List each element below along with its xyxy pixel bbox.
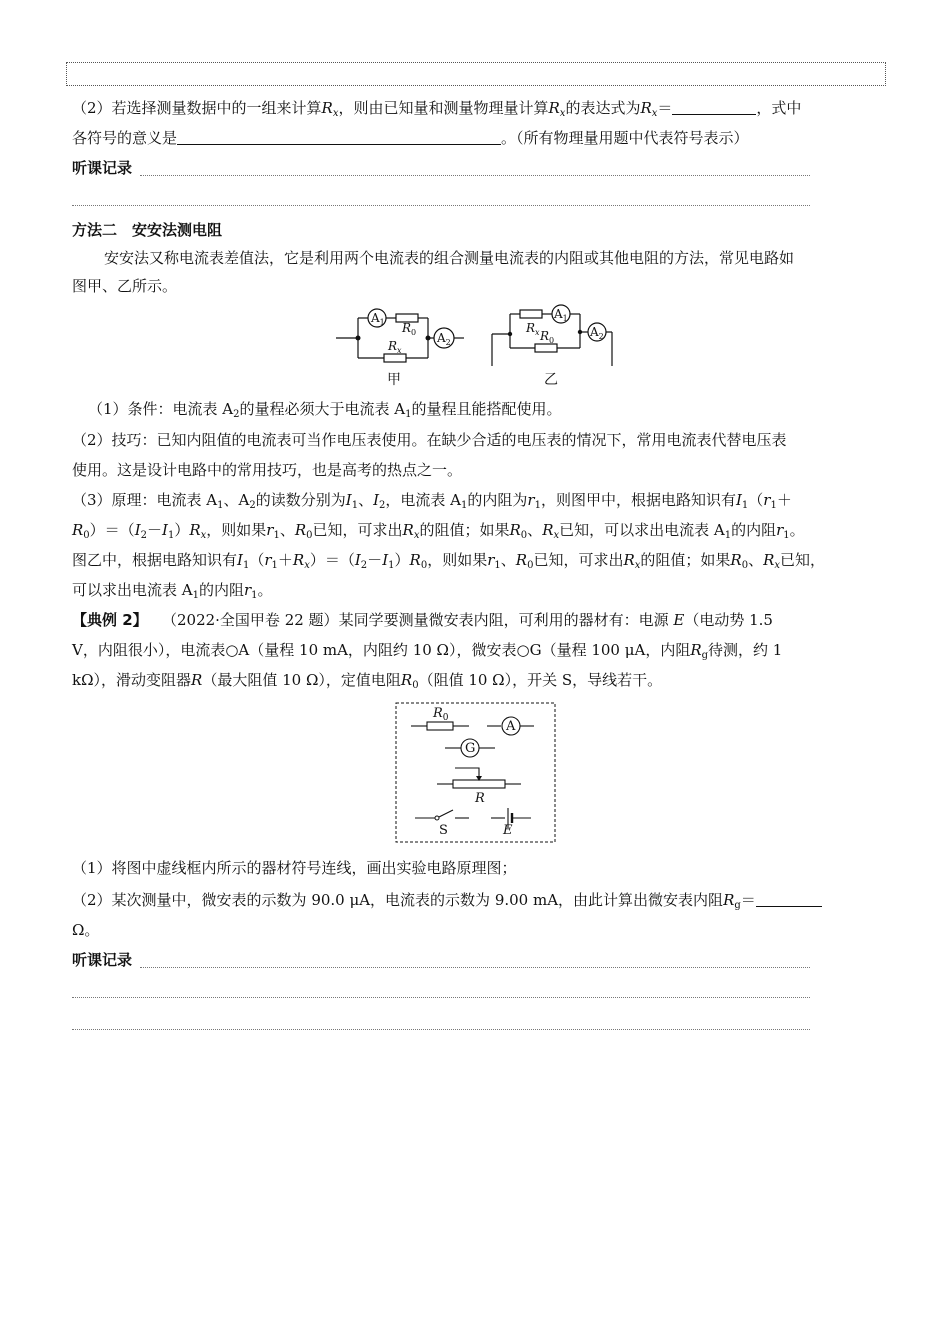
notes-line — [72, 205, 810, 206]
ammeter-a1-label: $A_1$ — [554, 307, 568, 323]
principle-line-3: 图乙中，根据电路知识有$I_1(r_1+R_x)=(I_2-I_1)R_0$，则如果$r_1$、$R_0$已知，可求出$R_x$的阻值；如果$R_0$、$R_x$已知， — [72, 551, 826, 571]
principle-line-1: （3）原理：电流表 $A_1$、$A_2$的读数分别为$I_1$、$I_2$，电流表 $A_1$的内阻为$r_1$，则图甲中，根据电路知识有$I_1(r_1+$ — [72, 491, 792, 511]
circuit-diagrams — [330, 300, 620, 392]
rx-label: $R_x$ — [388, 339, 402, 355]
listen-label: 听课记录 — [72, 159, 133, 177]
intro-line-2: 图甲、乙所示。 — [72, 277, 178, 295]
condition-1: （1）条件：电流表 $A_2$的量程必须大于电流表 $A_1$的量程且能搭配使用。 — [88, 400, 562, 420]
r0-label: $R_0$ — [540, 329, 555, 345]
apparatus-switch-label: S — [439, 823, 448, 838]
notes-line — [72, 997, 810, 998]
condition-2-line-1: （2）技巧：已知内阻值的电流表可当作电压表使用。在缺少合适的电压表的情况下，常用电流表代替电压表 — [72, 431, 787, 449]
answer-blank — [672, 100, 756, 115]
method-title: 方法二 安安法测电阻 — [72, 221, 223, 239]
notes-line — [72, 1029, 810, 1030]
apparatus-battery-label: E — [503, 823, 513, 838]
apparatus-box — [395, 702, 557, 844]
condition-2-line-2: 使用。这是设计电路中的常用技巧，也是高考的热点之一。 — [72, 461, 463, 479]
intro-line-1: 安安法又称电流表差值法，它是利用两个电流表的组合测量电流表的内阻或其他电阻的方法，常见电路如 — [104, 249, 795, 267]
notes-line — [140, 175, 810, 176]
apparatus-rheostat-label: R — [475, 791, 485, 806]
notes-line — [140, 967, 810, 968]
answer-blank — [756, 892, 822, 907]
header-frame — [66, 62, 886, 86]
caption-jia: 甲 — [387, 372, 401, 388]
question-2-line-1: （2）某次测量中，微安表的示数为 90.0 μA，电流表的示数为 9.00 mA，由此计算出微安表内阻$R_g=$ — [72, 890, 822, 916]
example-source: （2022·全国甲卷 22 题） — [161, 611, 339, 629]
q2-line-2: 各符号的意义是 。（所有物理量用题中代表符号表示） — [72, 129, 749, 147]
r0-label: $R_0$ — [402, 321, 417, 337]
answer-blank — [177, 130, 501, 145]
apparatus-galvanometer-label: G — [465, 741, 476, 756]
apparatus-r0-label: $R_0$ — [433, 706, 449, 723]
ammeter-a2-label: $A_2$ — [437, 331, 451, 347]
caption-yi: 乙 — [544, 372, 558, 388]
principle-line-4: 可以求出电流表 $A_1$的内阻$r_1$。 — [72, 581, 273, 601]
principle-line-2: $R_0)=(I_2-I_1)R_x$，则如果$r_1$、$R_0$已知，可求出$R_x$的阻值；如果$R_0$、$R_x$已知，可以求出电流表 $A_1$的内阻$r_1$。 — [72, 521, 805, 541]
rx-label: $R_x$ — [526, 321, 540, 337]
q2-line-1: （2）若选择测量数据中的一组来计算$R_x$，则由已知量和测量物理量计算$R_x$的表达式为$R_x=$ ，式中 — [72, 99, 802, 119]
ammeter-a1-label: $A_1$ — [371, 311, 385, 327]
listen-label: 听课记录 — [72, 951, 133, 969]
apparatus-ammeter-label: A — [506, 719, 516, 734]
question-2-line-2: Ω。 — [72, 921, 100, 939]
example-line-1: 【典例 2】 （2022·全国甲卷 22 题）某同学要测量微安表内阻，可利用的器材有：电源 E（电动势 1.5 — [72, 611, 773, 629]
question-1: （1）将图中虚线框内所示的器材符号连线，画出实验电路原理图； — [72, 859, 517, 877]
ammeter-a2-label: $A_2$ — [590, 325, 604, 341]
example-line-2: V，内阻很小），电流表○A（量程 10 mA，内阻约 10 Ω），微安表○G（量程 100 μA，内阻$R_g$待测，约 1 — [72, 641, 783, 661]
example-line-3: kΩ），滑动变阻器R（最大阻值 10 Ω），定值电阻$R_0$（阻值 10 Ω），开关 S，导线若干。 — [72, 671, 663, 691]
example-label: 【典例 2】 — [72, 611, 148, 629]
